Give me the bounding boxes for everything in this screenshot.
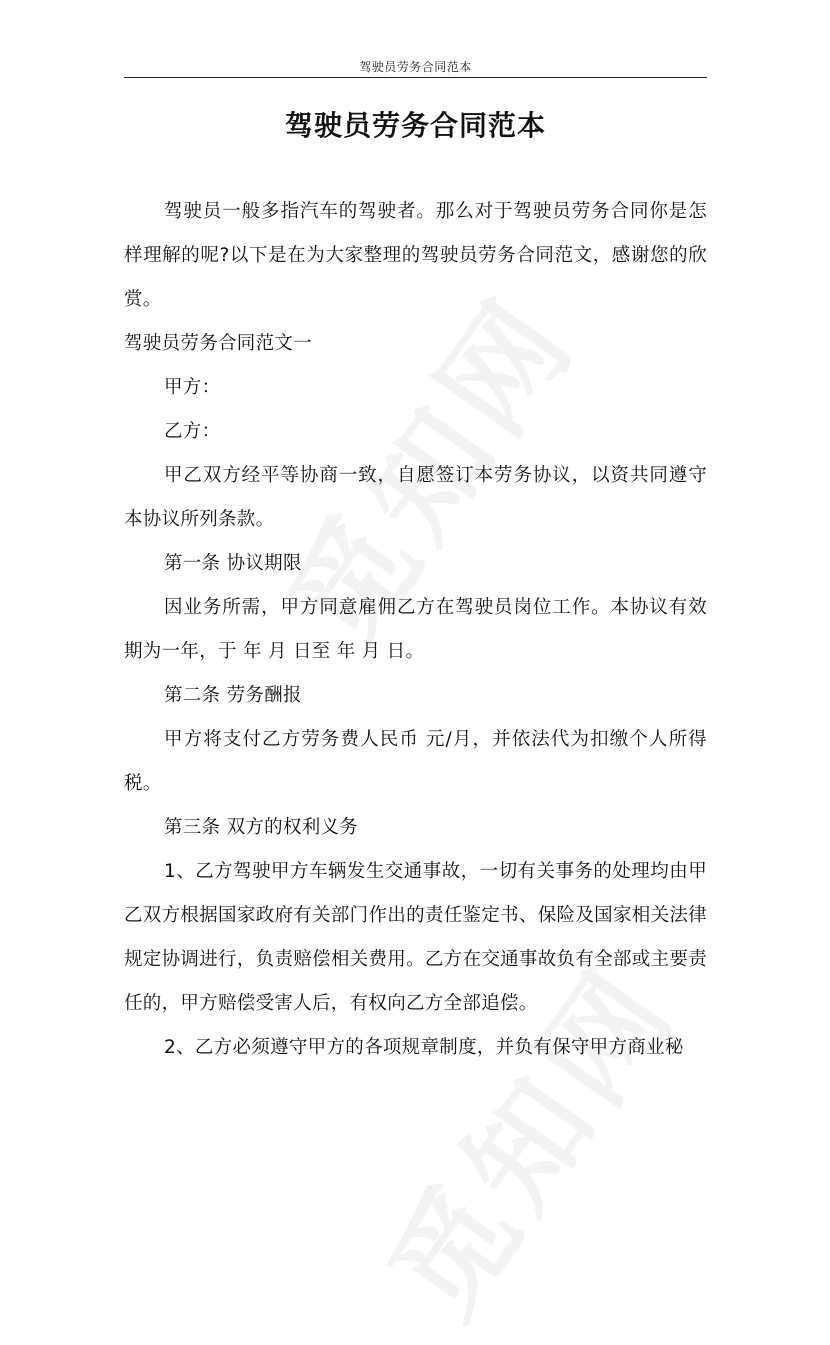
paragraph-pay: 甲方将支付乙方劳务费人民币 元/月，并依法代为扣缴个人所得税。 <box>124 729 707 794</box>
party-a-line: 甲方： <box>164 377 221 398</box>
document-body <box>124 190 707 1070</box>
article-heading: 第三条 双方的权利义务 <box>164 817 359 838</box>
running-header: 驾驶员劳务合同范本 <box>359 60 472 74</box>
article-heading: 第一条 协议期限 <box>164 553 302 574</box>
paragraph-term: 因业务所需，甲方同意雇佣乙方在驾驶员岗位工作。本协议有效期为一年，于 年 月 日至 年 月 日。 <box>124 597 707 662</box>
paragraph-agreement: 甲乙双方经平等协商一致，自愿签订本劳务协议，以资共同遵守本协议所列条款。 <box>124 465 707 530</box>
section-heading: 驾驶员劳务合同范文一 <box>124 333 313 354</box>
paragraph-intro: 驾驶员一般多指汽车的驾驶者。那么对于驾驶员劳务合同你是怎样理解的呢?以下是在为大家整理的驾驶员劳务合同范文，感谢您的欣赏。 <box>124 201 707 310</box>
paragraph-clause-1: 1、乙方驾驶甲方车辆发生交通事故，一切有关事务的处理均由甲乙双方根据国家政府有关部门作出的责任鉴定书、保险及国家相关法律规定协调进行，负责赔偿相关费用。乙方在交通事故负有全部或主要责任的，甲方赔偿受害人后，有权向乙方全部追偿。 <box>124 861 707 1014</box>
document-title: 驾驶员劳务合同范本 <box>284 109 546 142</box>
header-rule <box>124 77 707 78</box>
article-heading: 第二条 劳务酬报 <box>164 685 302 706</box>
party-b-line: 乙方： <box>164 421 221 442</box>
paragraph-clause-2: 2、乙方必须遵守甲方的各项规章制度，并负有保守甲方商业秘 <box>164 1037 684 1058</box>
